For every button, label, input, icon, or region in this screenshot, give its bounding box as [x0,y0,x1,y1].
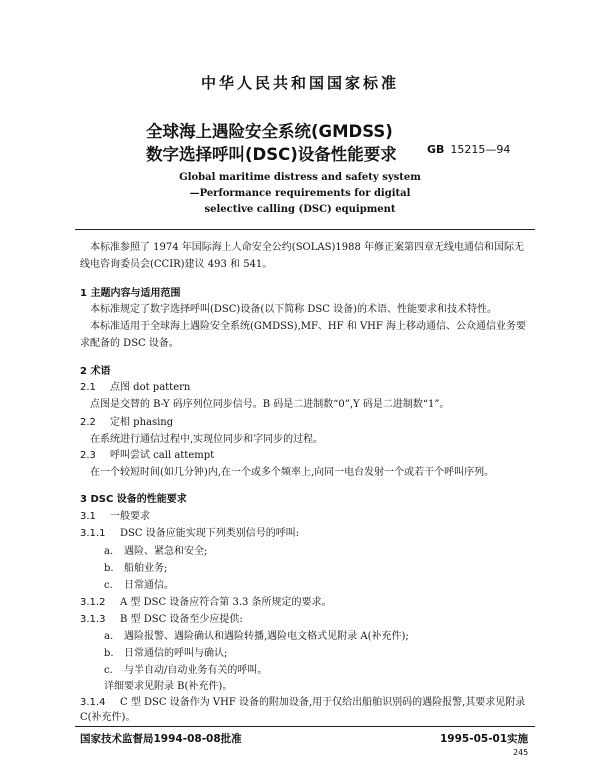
clause-3-1-3-note: 详细要求见附录 B(补充件)。 [104,681,233,692]
intro-line2: 线电咨询委员会(CCIR)建议 493 和 541。 [80,259,273,270]
page-number: 245 [513,748,529,757]
list-item-label: a. [104,546,114,557]
section2-heading: 2 术语 [80,366,111,377]
section3-heading: 3 DSC 设备的性能要求 [80,494,187,505]
term-2-2-title: 定相 phasing [110,417,174,428]
title-en-line3: selective calling (DSC) equipment [204,204,396,215]
list-item: 遇险报警、遇险确认和遇险转播,遇险电文格式见附录 A(补充件); [124,631,409,642]
list-item-label: c. [104,580,113,591]
section1-heading: 1 主题内容与适用范围 [80,288,181,299]
section1-para1: 本标准规定了数字选择呼叫(DSC)设备(以下简称 DSC 设备)的术语、性能要求和技术特性。 [90,304,498,315]
list-item: 船舶业务; [124,563,168,574]
list-item-label: b. [104,563,114,574]
term-2-1-number: 2.1 [80,382,96,393]
clause-3-1-4-number: 3.1.4 [80,697,106,708]
standard-code: 15215—94 [450,143,511,156]
term-2-1-title: 点图 dot pattern [110,382,191,393]
clause-3-1-3-number: 3.1.3 [80,614,106,625]
clause-3-1-2-text: A 型 DSC 设备应符合第 3.3 条所规定的要求。 [120,597,332,608]
term-2-1-body: 点图是交替的 B-Y 码序列位同步信号。B 码是二进制数“0”,Y 码是二进制数“1”。 [90,399,450,410]
clause-3-1-1-number: 3.1.1 [80,528,106,539]
list-item-label: a. [104,631,114,642]
top-divider [75,229,535,230]
term-2-3-title: 呼叫尝试 call attempt [110,450,215,461]
list-item: 日常通信。 [124,580,174,591]
intro-line1: 本标准参照了 1974 年国际海上人命安全公约(SOLAS)1988 年修正案第四章无线电通信和国际无 [90,242,524,253]
clause-3-1-1-text: DSC 设备应能实现下列类别信号的呼叫: [120,528,300,539]
term-2-2-body: 在系统进行通信过程中,实现位同步和字同步的过程。 [90,434,324,445]
title-en-line2: —Performance requirements for digital [189,188,411,199]
clause-3-1-title: 一般要求 [110,511,150,522]
section1-para2-line2: 求配备的 DSC 设备。 [80,338,179,349]
clause-3-1-2-number: 3.1.2 [80,597,106,608]
term-2-3-number: 2.3 [80,450,96,461]
title-cn-line2: 数字选择呼叫(DSC)设备性能要求 [146,145,397,164]
list-item-label: b. [104,648,114,659]
effective-date: 1995-05-01实施 [440,733,529,745]
standard-number [427,143,510,156]
list-item: 与半自动/自动业务有关的呼叫。 [124,665,268,676]
clause-3-1-4-text-line1: C 型 DSC 设备作为 VHF 设备的附加设备,用于仅给出船舶识别码的遇险报警,其要求见附录 [120,697,526,708]
clause-3-1-3-text: B 型 DSC 设备至少应提供: [120,614,243,625]
term-2-3-body: 在一个较短时间(如几分钟)内,在一个或多个频率上,向同一电台发射一个或若干个呼叫序列。 [90,467,495,478]
national-standard-heading: 中华人民共和国国家标准 [200,74,399,92]
list-item-label: c. [104,665,113,676]
standard-prefix: GB [427,143,445,156]
clause-3-1-number: 3.1 [80,511,96,522]
title-en-line1: Global maritime distress and safety system [179,172,421,183]
section1-para2-line1: 本标准适用于全球海上遇险安全系统(GMDSS),MF、HF 和 VHF 海上移动通信、公众通信业务要 [90,321,527,332]
clause-3-1-4-text-line2: C(补充件)。 [80,712,136,723]
approval-date: 国家技术监督局1994-08-08批准 [80,733,242,745]
title-cn-line1: 全球海上遇险安全系统(GMDSS) [146,122,393,141]
list-item: 日常通信的呼叫与确认; [124,648,228,659]
list-item: 遇险、紧急和安全; [124,546,208,557]
bottom-divider [75,726,535,727]
term-2-2-number: 2.2 [80,417,96,428]
